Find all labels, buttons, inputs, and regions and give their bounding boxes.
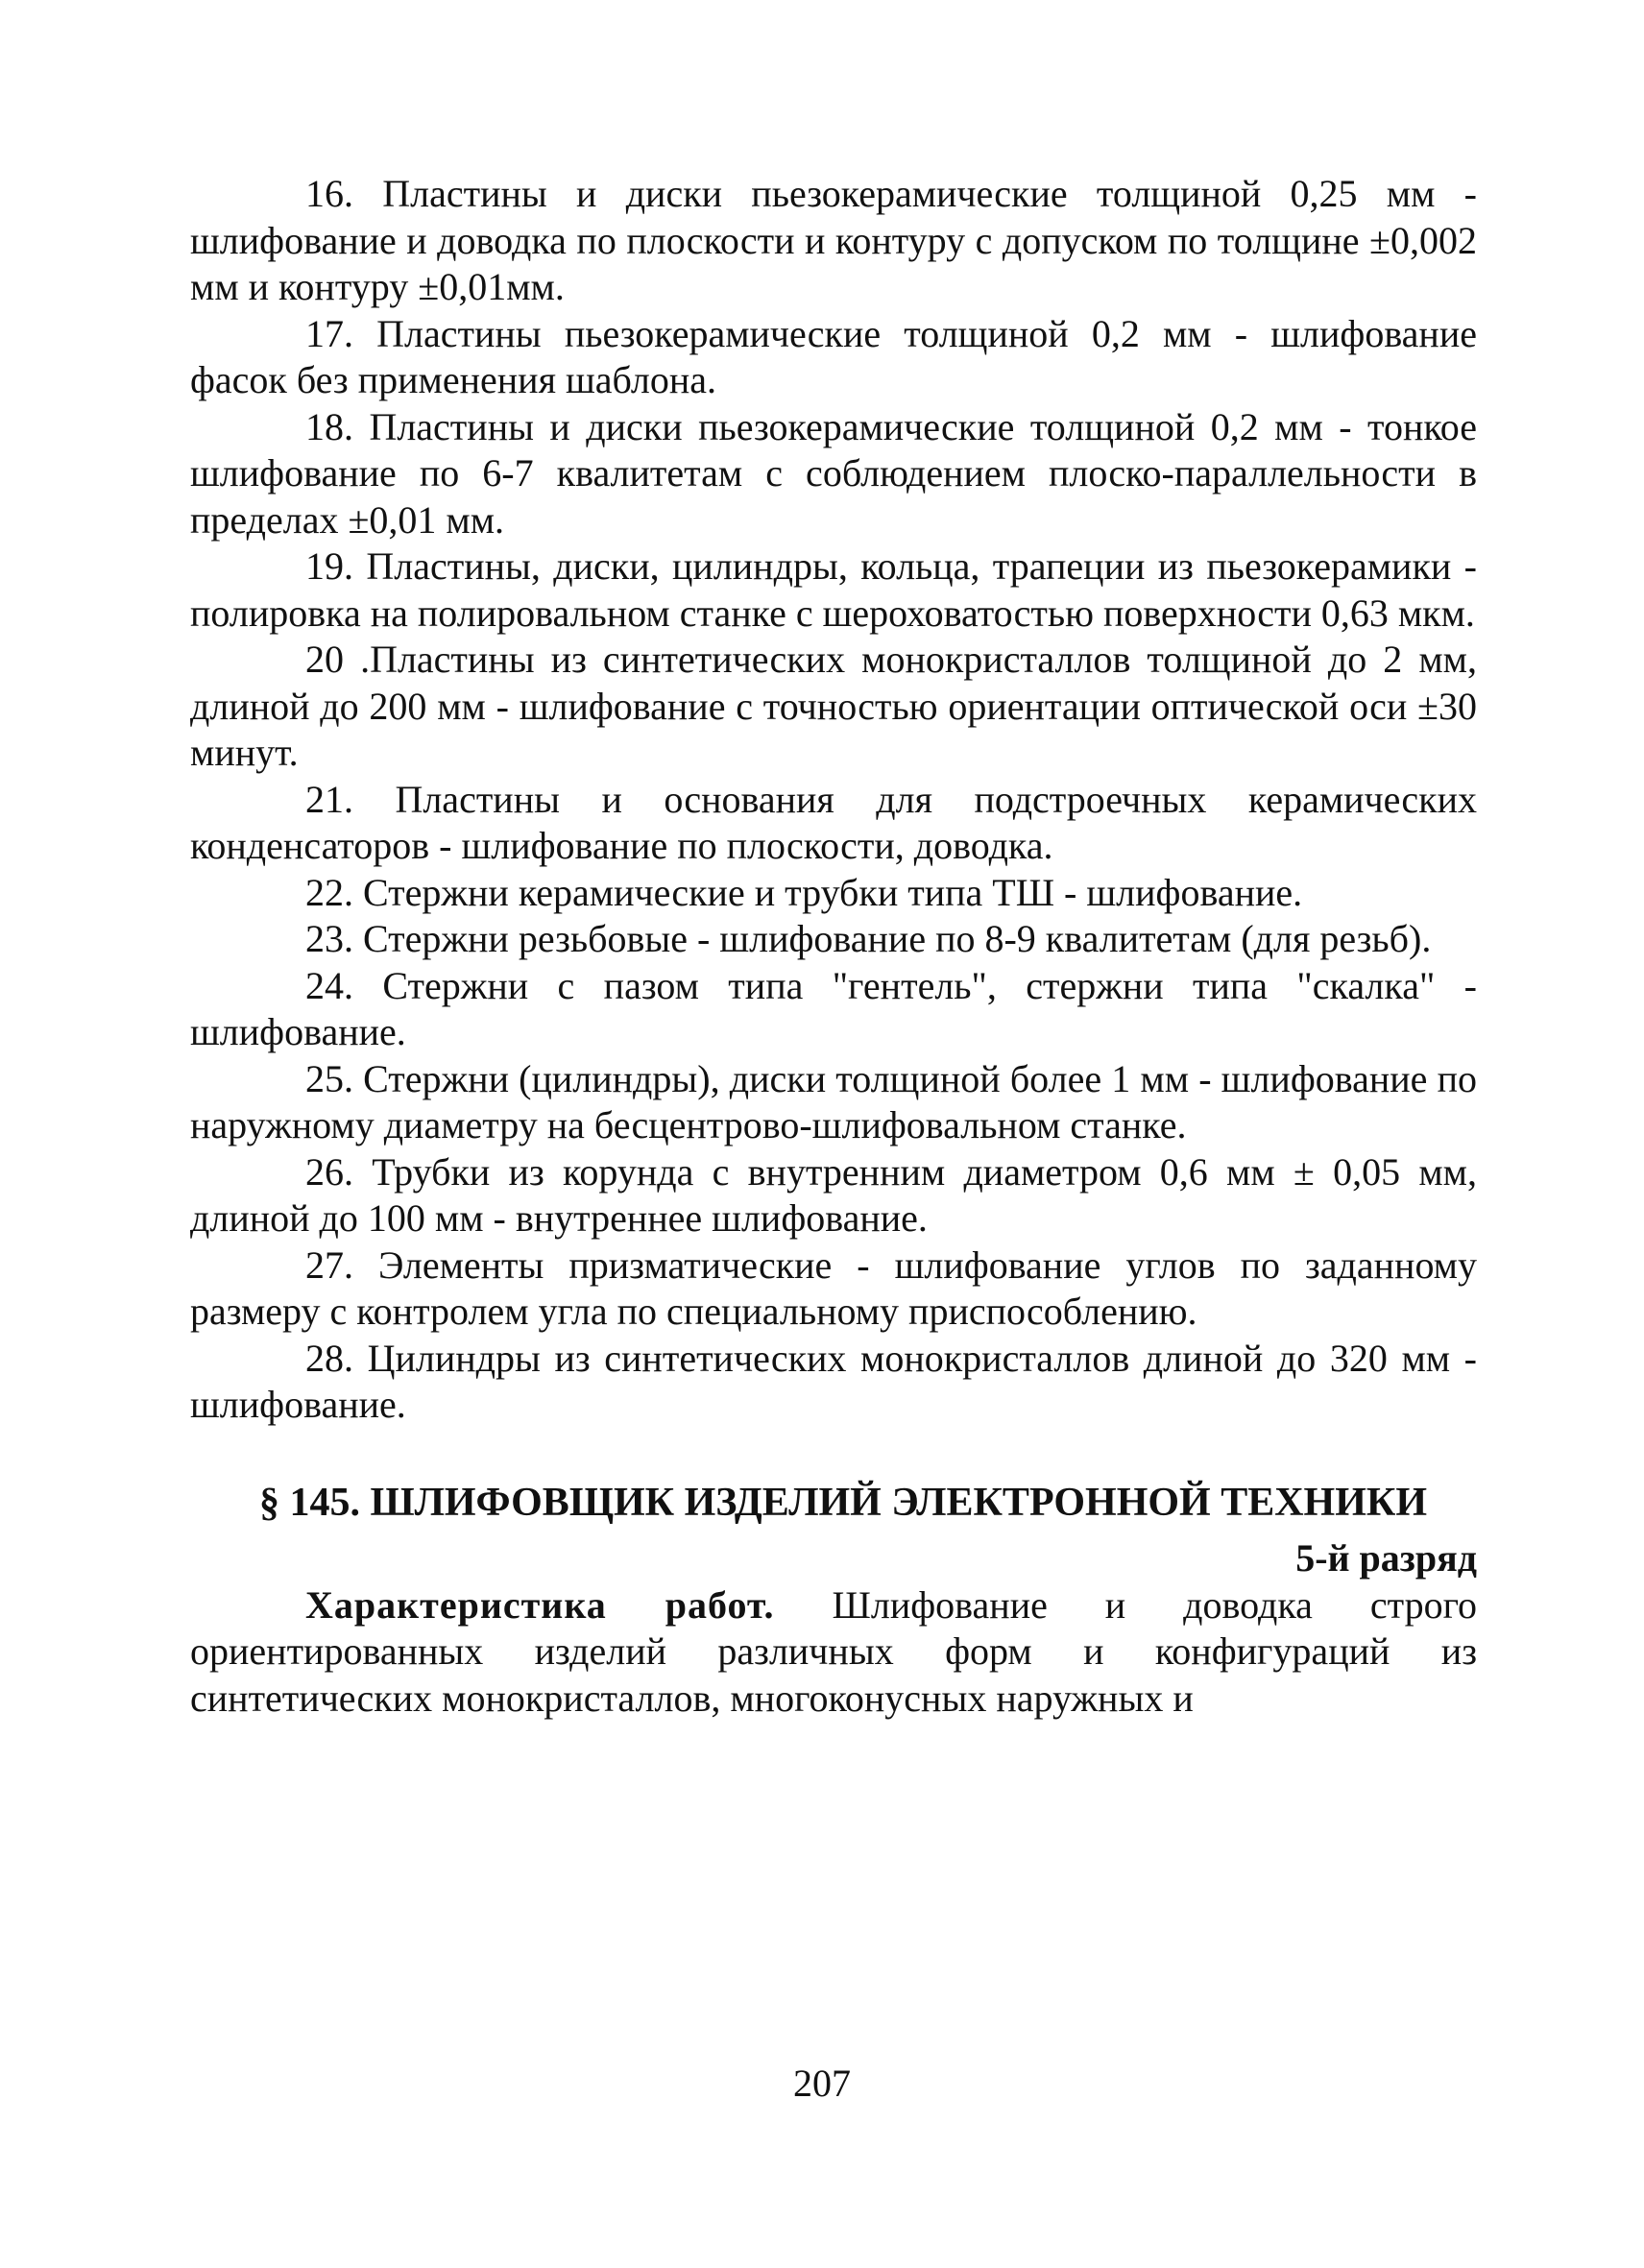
list-item-18: 18. Пластины и диски пьезокерамические толщиной 0,2 мм - тонкое шлифование по 6-7 квалитетам с соблюдением плоско-параллельности в пределах ±0,01 мм. (190, 404, 1477, 542)
list-item-24: 24. Стержни с пазом типа "гентель", стержни типа "скалка" - шлифование. (190, 963, 1477, 1053)
list-item-21: 21. Пластины и основания для подстроечных керамических конденсаторов - шлифование по плоскости, доводка. (190, 777, 1477, 867)
characteristic-text: Шлифование и доводка строго ориентированных изделий различных форм и конфигураций из синтетических монокристаллов, многоконусных наружных и (190, 1582, 1478, 1720)
list-item-17: 17. Пластины пьезокерамические толщиной 0,2 мм - шлифование фасок без применения шаблона. (190, 311, 1477, 401)
list-item-23: 23. Стержни резьбовые - шлифование по 8-9 квалитетам (для резьб). (305, 917, 1432, 960)
characteristic-heading: Характеристика работ. (305, 1582, 775, 1627)
list-item-19: 19. Пластины, диски, цилиндры, кольца, трапеции из пьезокерамики - полировка на полировальном станке с шероховатостью поверхности 0,63 мкм. (190, 544, 1477, 635)
list-item-22: 22. Стержни керамические и трубки типа ТШ - шлифование. (305, 870, 1303, 914)
list-item-20: 20 .Пластины из синтетических монокристаллов толщиной до 2 мм, длиной до 200 мм - шлифование с точностью ориентации оптической оси ±30 минут. (190, 638, 1477, 774)
characteristic-paragraph (190, 1582, 1477, 1723)
list-item-25: 25. Стержни (цилиндры), диски толщиной более 1 мм - шлифование по наружному диаметру на бесцентрово-шлифовальном станке. (190, 1056, 1477, 1146)
section-title: § 145. ШЛИФОВЩИК ИЗДЕЛИЙ ЭЛЕКТРОННОЙ ТЕХНИКИ (258, 1480, 1428, 1525)
grade-label: 5-й разряд (1295, 1535, 1477, 1580)
list-item-16: 16. Пластины и диски пьезокерамические толщиной 0,25 мм - шлифование и доводка по плоскости и контуру с допуском по толщине ±0,002 мм и контуру ±0,01мм. (190, 172, 1477, 308)
page-number: 207 (793, 2062, 851, 2105)
document-body (190, 171, 1477, 1722)
list-item-26: 26. Трубки из корунда с внутренним диаметром 0,6 мм ± 0,05 мм, длиной до 100 мм - внутреннее шлифование. (190, 1149, 1477, 1240)
list-item-27: 27. Элементы призматические - шлифование углов по заданному размеру с контролем угла по специальному приспособлению. (190, 1243, 1477, 1333)
list-item-28: 28. Цилиндры из синтетических монокристаллов длиной до 320 мм - шлифование. (190, 1336, 1477, 1426)
